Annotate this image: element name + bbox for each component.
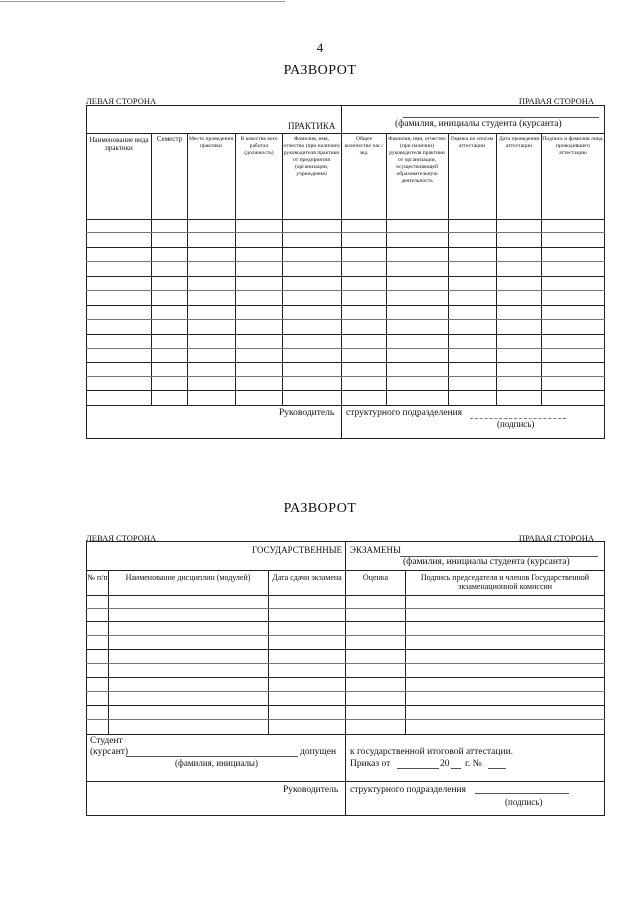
- col-hours: Общее количество час./зед.: [344, 136, 384, 156]
- spread1-left-side: ЛЕВАЯ СТОРОНА: [86, 96, 157, 106]
- col-exam-date: Дата сдачи экзамена: [272, 573, 342, 582]
- page-number: 4: [316, 40, 324, 55]
- admitted-word: допущен: [300, 747, 337, 757]
- spread1-student-caption: (фамилия, инициалы студента (курсанта): [395, 119, 562, 129]
- col-discipline: Наименование дисциплин (модулей): [125, 573, 251, 582]
- name-caption: (фамилия, инициалы): [175, 758, 258, 768]
- order-year-blank: [451, 768, 461, 769]
- col-position: В качестве кого работал (должность): [240, 136, 278, 156]
- spread2-signature-line: [475, 793, 569, 794]
- spread1-right-side: ПРАВАЯ СТОРОНА: [518, 96, 594, 106]
- student-name-blank: [126, 756, 298, 757]
- col-place: Место проведения практики: [188, 136, 234, 149]
- order-year-suffix: г. №: [465, 759, 482, 769]
- student-name-line: [403, 117, 599, 118]
- col-enterprise-supervisor: Фамилия, имя, отчество (при наличии) руководителя практики от предприятия (организации, учреждения): [283, 136, 340, 177]
- order-date-blank: [397, 768, 439, 769]
- order-prefix: Приказ от: [350, 759, 391, 769]
- spread1-title: РАЗВОРОТ: [283, 63, 357, 78]
- spread1-supervisor-label: Руководитель: [279, 408, 335, 418]
- spread2-student-caption: (фамилия, инициалы студента (курсанта): [403, 557, 570, 567]
- col-exam-grade: Оценка: [362, 573, 389, 582]
- col-practice-type: Наименование вида практики: [89, 136, 149, 152]
- exams-word: ЭКЗАМЕНЫ: [350, 545, 401, 555]
- col-commission-signature: Подпись председателя и членов Государственной экзаменационной комиссии: [420, 573, 590, 591]
- spread2-fold-line: [345, 541, 346, 816]
- col-grade: Оценка по итогам аттестации: [450, 136, 494, 149]
- spread2-supervisor-unit: структурного подразделения: [350, 785, 466, 795]
- spread2-title: РАЗВОРОТ: [283, 501, 357, 516]
- student-label: Студент: [90, 736, 123, 746]
- col-number: № п/п: [87, 573, 108, 582]
- col-signature: Подпись и фамилия лица, проводившего аттестацию: [542, 136, 604, 156]
- practice-word: ПРАКТИКА: [288, 121, 336, 131]
- spread2-supervisor-label: Руководитель: [283, 785, 339, 795]
- order-year: 20: [440, 759, 450, 769]
- to-attestation: к государственной итоговой аттестации.: [350, 747, 514, 757]
- cadet-label: (курсант): [90, 747, 129, 757]
- spread1-supervisor-unit: структурного подразделения: [346, 408, 462, 418]
- col-org-supervisor: Фамилия, имя, отчество (при наличии) руководителя практики от организации, осуществляющей образовательную деятельность: [388, 136, 446, 184]
- spread2-signature-caption: (подпись): [505, 797, 543, 807]
- top-rule: [0, 1, 285, 2]
- order-number-blank: [488, 768, 506, 769]
- header-divider: [86, 133, 605, 134]
- col-date: Дата проведения аттестации: [498, 136, 540, 149]
- spread1-signature-caption: (подпись): [497, 419, 535, 429]
- state-word: ГОСУДАРСТВЕННЫЕ: [252, 545, 343, 555]
- spread2-right-side: ПРАВАЯ СТОРОНА: [518, 533, 594, 543]
- col-semester: Семестр: [156, 135, 183, 143]
- spread2-left-side: ЛЕВАЯ СТОРОНА: [86, 533, 157, 543]
- spread2-header-divider: [86, 570, 605, 571]
